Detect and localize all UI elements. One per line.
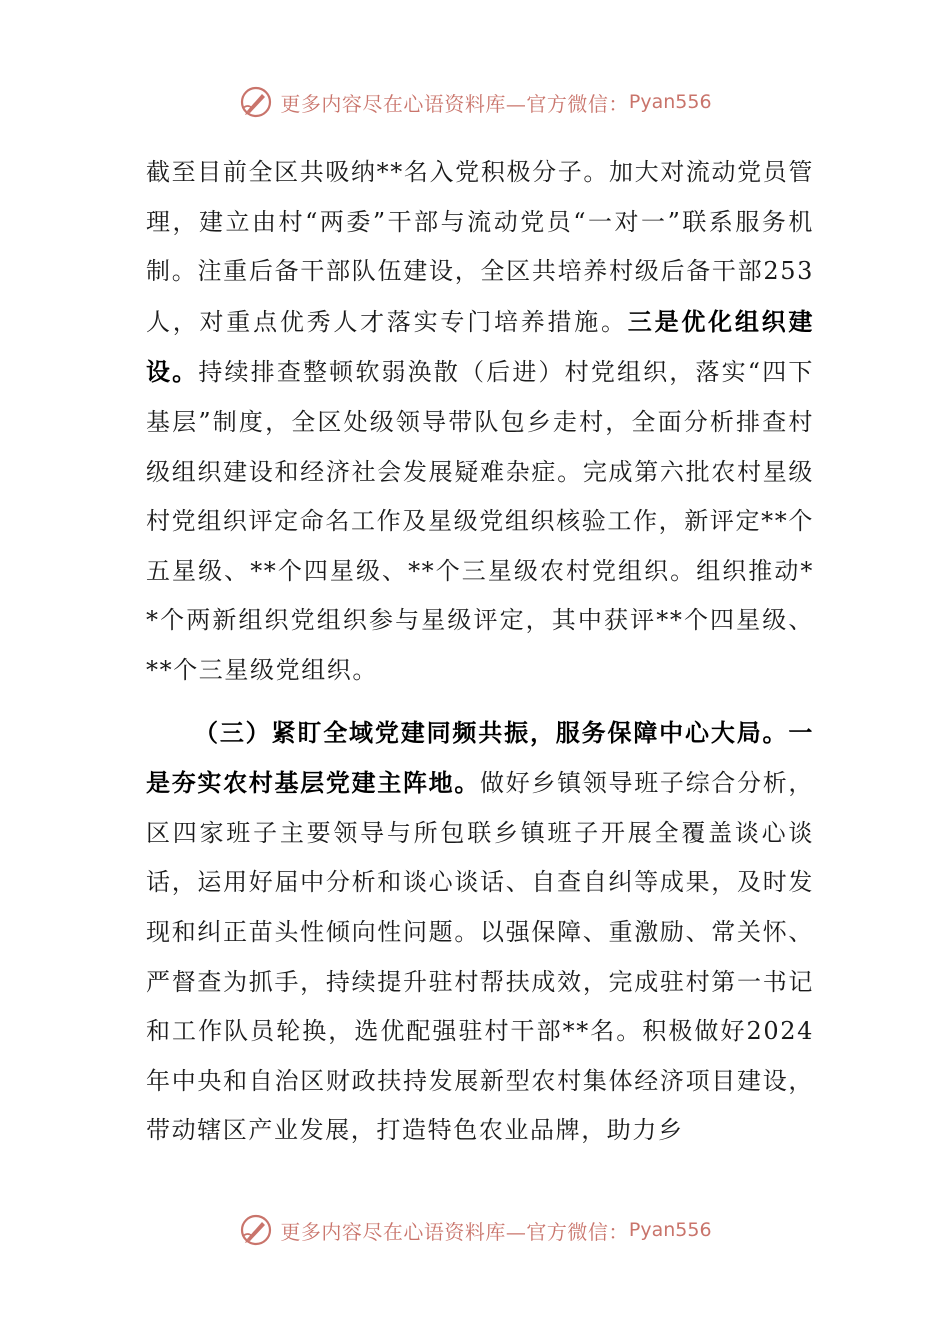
footer-watermark [0, 1210, 950, 1250]
paragraph-2 [146, 708, 814, 1156]
watermark-wechat-id: Pyan556 [628, 1219, 712, 1241]
watermark-text: 更多内容尽在心语资料库—官方微信： [280, 91, 629, 116]
watermark-text: 更多内容尽在心语资料库—官方微信： [280, 1219, 629, 1244]
pen-logo-icon [238, 84, 274, 120]
paragraph-1-heading-bold: 三是优化组织建设。 [146, 306, 814, 387]
watermark-wechat-id: Pyan556 [628, 91, 712, 113]
paragraph-2-text: 做好乡镇领导班子综合分析，区四家班子主要领导与所包联乡镇班子开展全覆盖谈心谈话，运用好届中分析和谈心谈话、自查自纠等成果，及时发现和纠正苗头性倾向性问题。以强保障、重激励、常关怀、严督查为抓手，持续提升驻村帮扶成效，完成驻村第一书记和工作队员轮换，选优配强驻村干部**名。积极做好2024年中央和自治区财政扶持发展新型农村集体经济项目建设，带动辖区产业发展，打造特色农业品牌，助力乡 [146, 769, 814, 1145]
paragraph-1-text-a: 截至目前全区共吸纳**名入党积极分子。加大对流动党员管理，建立由村“两委”干部与流动党员“一对一”联系服务机制。注重后备干部队伍建设，全区共培养村级后备干部253人，对重点优秀人才落实专门培养措施。 [146, 158, 814, 336]
paragraph-1-text-b: 持续排查整顿软弱涣散（后进）村党组织，落实“四下基层”制度，全区处级领导带队包乡走村，全面分析排查村级组织建设和经济社会发展疑难杂症。完成第六批农村星级村党组织评定命名工作及星级党组织核验工作，新评定**个五星级、**个四星级、**个三星级农村党组织。组织推动**个两新组织党组织参与星级评定，其中获评**个四星级、**个三星级党组织。 [146, 358, 815, 684]
paragraph-2-heading-bold: （三）紧盯全域党建同频共振，服务保障中心大局。一是夯实农村基层党建主阵地。 [146, 717, 814, 798]
paragraph-1 [146, 148, 814, 696]
document-body [146, 148, 814, 1156]
header-watermark [0, 82, 950, 122]
pen-logo-icon [238, 1212, 274, 1248]
